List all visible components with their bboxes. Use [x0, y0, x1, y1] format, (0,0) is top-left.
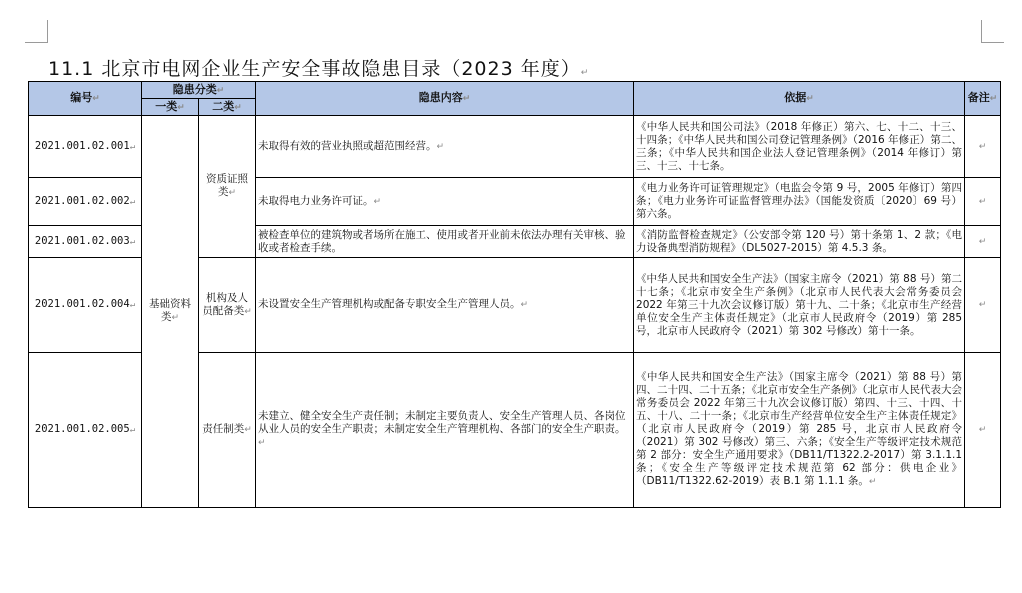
remarks-cell: ↵: [965, 353, 1001, 508]
basis-cell: 《中华人民共和国安全生产法》（国家主席令（2021）第 88 号）第二十七条；《北京市安全生产条例》（北京市人民代表大会常务委员会 2022 年第三十九次会议修订版）第十九、二十条；《北京市生产经营单位安全生产主体责任规定》（北京市人民政府令（2019）第 285 号，北京市人民政府令（2021）第 302 号修改）第十一条。: [634, 258, 965, 353]
content-cell: 未取得电力业务许可证。↵: [256, 178, 634, 226]
remarks-cell: ↵: [965, 258, 1001, 353]
level2-cell: 责任制类↵: [199, 353, 256, 508]
basis-cell: 《消防监督检查规定》（公安部令第 120 号）第十条第 1、2 款；《电力设备典型消防规程》（DL5027-2015）第 4.5.3 条。: [634, 226, 965, 258]
content-cell: 被检查单位的建筑物或者场所在施工、使用或者开业前未依法办理有关审核、验收或者检查手续。: [256, 226, 634, 258]
title-text: 11.1 北京市电网企业生产安全事故隐患目录（2023 年度）: [48, 58, 581, 80]
level1-cell: 基础资料类↵: [142, 116, 199, 508]
header-remarks: 备注↵: [965, 82, 1001, 116]
basis-cell: 《中华人民共和国公司法》（2018 年修正）第六、七、十二、十三、十四条；《中华人民共和国公司登记管理条例》（2016 年修正）第二、三条；《中华人民共和国企业法人登记管理条例》（2014 年修订）第三、十三、十七条。: [634, 116, 965, 178]
content-cell: 未建立、健全安全生产责任制；未制定主要负责人、安全生产管理人员、各岗位从业人员的安全生产职责；未制定安全生产管理机构、各部门的安全生产职责。↵: [256, 353, 634, 508]
crop-mark-top-left: [25, 20, 48, 43]
basis-cell: 《电力业务许可证管理规定》（电监会令第 9 号，2005 年修订）第四条；《电力业务许可证监督管理办法》（国能发资质〔2020〕69 号）第六条。: [634, 178, 965, 226]
code-cell: 2021.001.02.003↵: [29, 226, 142, 258]
paragraph-mark-icon: ↵: [580, 68, 590, 78]
header-code: 编号↵: [29, 82, 142, 116]
remarks-cell: ↵: [965, 226, 1001, 258]
code-cell: 2021.001.02.004↵: [29, 258, 142, 353]
header-category: 隐患分类↵: [142, 82, 256, 99]
crop-mark-top-right: [981, 20, 1004, 43]
level2-cell: 机构及人员配备类↵: [199, 258, 256, 353]
code-cell: 2021.001.02.002↵: [29, 178, 142, 226]
level2-cell: 资质证照类↵: [199, 116, 256, 258]
basis-cell: 《中华人民共和国安全生产法》（国家主席令（2021）第 88 号）第四、二十四、二十五条；《北京市安全生产条例》（北京市人民代表大会常务委员会 2022 年第三十九次会议修订版）第四、十三、十四、十五、十八、二十一条；《北京市生产经营单位安全生产主体责任规定》（北京市人民政府令（2019）第 285 号，北京市人民政府令（2021）第 302 号修改）第三、六条；《安全生产等级评定技术规范第 2 部分：安全生产通用要求》（DB11/T1322.2-2017）第 3.1.1.1 条；《安全生产等级评定技术规范第 62 部分：供电企业》（DB11/T1322.62-2019）表 B.1 第 1.1.1 条。↵: [634, 353, 965, 508]
content-cell: 未设置安全生产管理机构或配备专职安全生产管理人员。↵: [256, 258, 634, 353]
header-level2: 二类↵: [199, 99, 256, 116]
hazard-catalog-table: [28, 81, 1001, 508]
document-title: [48, 54, 589, 81]
code-cell: 2021.001.02.005↵: [29, 353, 142, 508]
header-level1: 一类↵: [142, 99, 199, 116]
header-basis: 依据↵: [634, 82, 965, 116]
remarks-cell: ↵: [965, 116, 1001, 178]
code-cell: 2021.001.02.001↵: [29, 116, 142, 178]
table-row: [29, 116, 1001, 178]
content-cell: 未取得有效的营业执照或超范围经营。↵: [256, 116, 634, 178]
remarks-cell: ↵: [965, 178, 1001, 226]
header-content: 隐患内容↵: [256, 82, 634, 116]
